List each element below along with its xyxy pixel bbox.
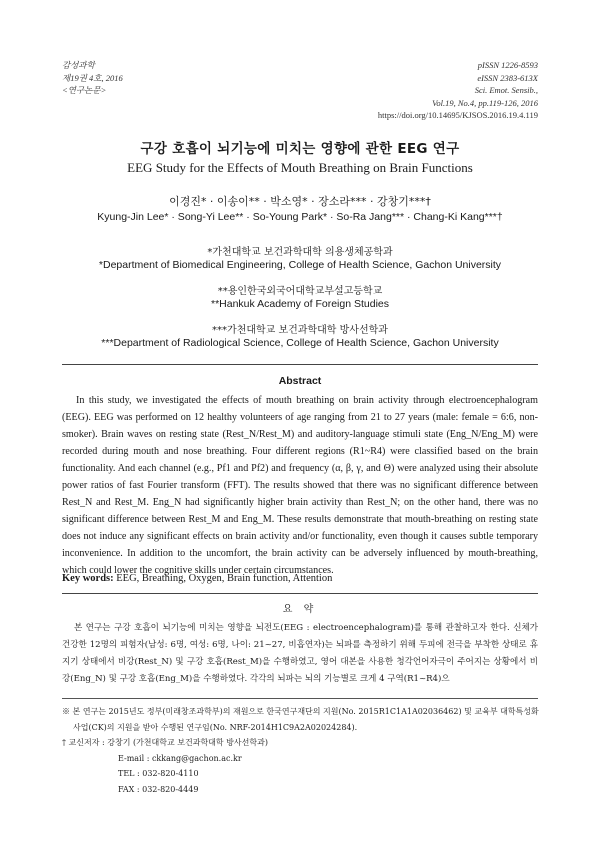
abstract-body: In this study, we investigated the effects of mouth breathing on brain activity through electroencephalogram (EEG). EEG was performed on 12 healthy volunteers of age ranging from 21 to 27 years (male: female = 6:6, non-smoker). Brain waves on resting state (Rest_N/Rest_M) and auditory-language stimuli state (Eng_N/Eng_M) were recorded during mouth and nose breathing. Four different regions (R1~R4) were classified based on the brain functionality. And each channel (e.g., Pf1 and Pf2) and frequency (α, β, γ, and Θ) were analyzed using their absolute power ratios of fast Fourier transform (FFT). The results showed that there was no significant difference between Rest_N and Rest_M. Eng_N had significantly higher brain activity than Rest_N; on the other hand, there was no significant difference between Rest_M and Eng_M. These results demonstrate that mouth-breathing on resting state does not induce any significant effects on brain activity and/or functionality, even though it causes subtle temporary inconvenience. In addition to the uncomfort, the brain activity can be adversely influenced by mouth-breathing, which could lower the cognitive skills under certain circumstances. — [62, 395, 538, 576]
affiliation-1-english: *Department of Biomedical Engineering, College of Health Science, Gachon University — [98, 259, 502, 271]
authors-korean: 이경진* · 이송이** · 박소영* · 장소라*** · 강창기***† — [169, 195, 431, 208]
pissn: pISSN 1226-8593 — [477, 60, 538, 70]
footnote-divider — [62, 698, 538, 699]
affiliation-3-korean: ***가천대학교 보건과학대학 방사선학과 — [212, 325, 388, 336]
divider-keywords — [62, 593, 538, 594]
corresponding-author: † 교신저자 : 강창기 (가천대학교 보건과학대학 방사선학과) — [62, 738, 268, 747]
divider-top — [62, 364, 538, 365]
eissn: eISSN 2383-613X — [477, 72, 538, 83]
summary-body: 본 연구는 구강 호흡이 뇌기능에 미치는 영향을 뇌전도(EEG : electroencephalogram)를 통해 관찰하고자 한다. 신체가 건강한 12명의 피험자(남성: 6명, 여성: 6명, 나이: 21~27, 비흡연자)는 뇌파를 측정하기 위해 두피에 전극을 부착한 상태로 휴지기 상태에서 비강(Rest_N) 및 구강 호흡(Rest_M)을 수행하였고, 영어 대본을 사용한 청각언어자극이 주어지는 상황에서 비강(Eng_N) 및 구강 호흡(Eng_M)을 수행하였다. 각각의 뇌파는 뇌의 기능별로 크게 4 구역(R1~R4)으 — [62, 623, 538, 684]
affiliation-3-english: ***Department of Radiological Science, College of Health Science, Gachon University — [101, 337, 499, 349]
keywords-label: Key words: — [62, 573, 114, 584]
keywords — [62, 573, 538, 584]
contact-fax: FAX : 032-820-4449 — [118, 784, 199, 794]
contact-email[interactable]: E-mail : ckkang@gachon.ac.kr — [118, 753, 242, 763]
journal-header-left — [62, 59, 123, 97]
footnotes — [62, 704, 538, 797]
funding-note-line1: ※ 본 연구는 2015년도 정부(미래창조과학부)의 재원으로 한국연구재단의 지원(No. 2015R1C1A1A02036462) 및 교육부 대학특성화 — [62, 707, 539, 716]
authors-english: Kyung-Jin Lee* · Song-Yi Lee** · So-Young Park* · So-Ra Jang*** · Chang-Ki Kang***† — [97, 211, 503, 223]
title-english: EEG Study for the Effects of Mouth Breathing on Brain Functions — [127, 160, 473, 175]
affiliation-2-english: **Hankuk Academy of Foreign Studies — [210, 298, 389, 310]
title-korean: 구강 호흡이 뇌기능에 미치는 영향에 관한 EEG 연구 — [140, 141, 460, 157]
journal-header-right — [378, 59, 538, 122]
affiliation-2-korean: **용인한국외국어대학교부설고등학교 — [217, 286, 383, 297]
abstract-heading: Abstract — [278, 375, 322, 387]
journal-abbrev: Sci. Emot. Sensib., — [474, 85, 538, 95]
affiliation-1-korean: *가천대학교 보건과학대학 의용생체공학과 — [207, 247, 393, 258]
volume-pages: Vol.19, No.4, pp.119-126, 2016 — [432, 97, 538, 108]
funding-note-line2: 사업(CK)의 지원을 받아 수행된 연구임(No. NRF-2014H1C9A2A02024284). — [73, 722, 358, 732]
contact-tel: TEL : 032-820-4110 — [118, 769, 199, 778]
article-type: <연구논문> — [62, 85, 107, 95]
keywords-value: EEG, Breathing, Oxygen, Brain function, Attention — [116, 573, 333, 584]
journal-name: 감성과학 — [62, 60, 95, 70]
journal-volume: 제19권 4호, 2016 — [62, 72, 123, 83]
summary-heading: 요 약 — [282, 604, 318, 615]
doi-link[interactable]: https://doi.org/10.14695/KJSOS.2016.19.4.119 — [377, 110, 538, 120]
